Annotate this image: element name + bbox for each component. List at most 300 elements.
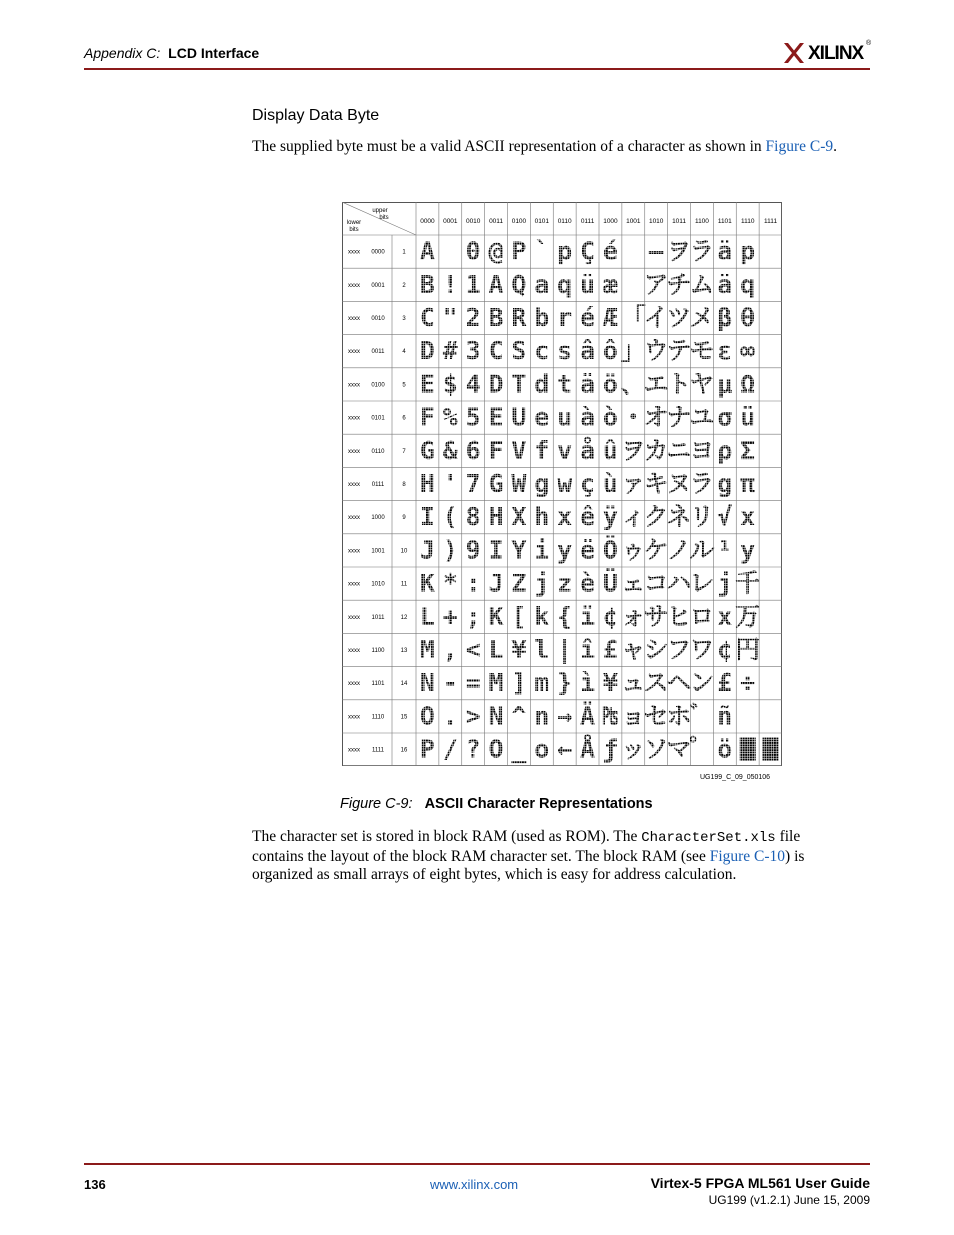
glyph-char: ö — [602, 369, 618, 399]
caption-title: ASCII Character Representations — [424, 796, 653, 812]
glyph-char: ! — [442, 269, 458, 299]
glyph-char: P — [419, 734, 435, 764]
row-number-label: 1 — [402, 249, 406, 256]
glyph-char: ル — [689, 535, 715, 565]
intro-paragraph — [252, 138, 842, 156]
figure-id: UG199_C_09_050106 — [700, 774, 771, 781]
glyph-char: ヘ — [666, 668, 692, 698]
row-number-label: 7 — [402, 448, 406, 455]
intro-end: . — [833, 138, 837, 155]
glyph-char: ニ — [666, 435, 692, 465]
page-number: 136 — [84, 1177, 106, 1192]
glyph-char: $ — [442, 369, 458, 399]
glyph-char: ロ — [689, 601, 715, 631]
lower-bits-label: 0011 — [371, 349, 385, 356]
upper-bits-label: 1101 — [717, 218, 732, 225]
glyph-char: Q — [511, 269, 527, 299]
row-number-label: 15 — [400, 714, 408, 721]
glyph-char: U — [511, 402, 527, 432]
glyph-char: ¹ — [717, 535, 733, 565]
lower-bits-label: 1001 — [371, 548, 385, 555]
glyph-char: オ — [643, 402, 669, 432]
glyph-char: ン — [689, 668, 715, 698]
row-number-label: 16 — [400, 747, 408, 754]
glyph-char: キ — [643, 469, 669, 498]
glyph-char: O — [419, 701, 435, 731]
glyph-char: ] — [511, 668, 527, 698]
glyph-char: ∞ — [740, 336, 756, 366]
upper-bits-label: 0110 — [557, 218, 572, 225]
row-number-label: 5 — [402, 382, 406, 389]
intro-text: The supplied byte must be a valid ASCII representation of a character as shown in — [252, 138, 762, 155]
upper-bits-label: 1010 — [648, 218, 664, 225]
glyph-char: 、 — [620, 369, 646, 399]
glyph-char: | — [557, 635, 573, 664]
ascii-character-figure — [342, 202, 782, 766]
glyph-char: 2 — [465, 303, 481, 332]
glyph-char: ¥ — [511, 635, 527, 664]
lower-bits-label: 1111 — [371, 747, 385, 754]
glyph-char: ¢ — [717, 635, 733, 664]
glyph-char: Æ — [602, 303, 618, 332]
glyph-char: k — [534, 601, 550, 631]
row-prefix-label: xxxx — [348, 515, 360, 522]
upper-bits-label: 0000 — [420, 218, 435, 225]
glyph-char: ë — [580, 535, 596, 565]
row-prefix-label: xxxx — [348, 482, 360, 488]
row-number-label: 10 — [400, 548, 408, 555]
glyph-char: ü — [740, 402, 756, 432]
glyph-char: j — [534, 568, 550, 598]
glyph-char: z — [557, 568, 573, 598]
glyph-char: 6 — [465, 435, 481, 465]
upper-bits-label: 1111 — [764, 218, 778, 225]
glyph-char: l — [534, 635, 550, 664]
lower-bits-label: 1011 — [371, 614, 385, 621]
row-prefix-label: xxxx — [348, 415, 360, 422]
glyph-char: ¢ — [602, 601, 618, 631]
glyph-char: 」 — [620, 336, 646, 366]
glyph-char: ヲ — [620, 435, 646, 465]
glyph-char: v — [557, 435, 573, 465]
row-prefix-label: xxxx — [348, 349, 360, 356]
glyph-char: S — [511, 336, 527, 366]
glyph-char: ム — [689, 269, 715, 299]
glyph-char: ユ — [689, 402, 715, 432]
glyph-char: p — [740, 236, 756, 266]
glyph-char: ヨ — [689, 435, 715, 465]
row-number-label: 9 — [402, 515, 406, 522]
glyph-char: チ — [666, 269, 692, 299]
glyph-char: + — [442, 601, 458, 631]
glyph-char: M — [419, 635, 435, 664]
glyph-char: θ — [740, 303, 756, 332]
glyph-char: ç — [580, 469, 596, 498]
logo-wordmark: XILINX — [808, 43, 864, 64]
glyph-char: ゥ — [620, 535, 646, 565]
glyph-char: Ω — [740, 369, 756, 399]
glyph-char: ク — [643, 502, 669, 532]
glyph-char: £ — [602, 635, 618, 664]
glyph-char: ü — [580, 269, 596, 299]
glyph-char: è — [580, 568, 596, 598]
glyph-char: ノ — [666, 535, 692, 565]
lower-bits-label: 1110 — [371, 714, 385, 721]
glyph-char: マ — [666, 734, 692, 764]
upper-bits-label: 0011 — [489, 218, 504, 225]
glyph-char: é — [580, 303, 596, 332]
lower-bits-label: 1100 — [371, 648, 385, 654]
glyph-char: メ — [689, 303, 715, 332]
glyph-char: → — [557, 701, 573, 731]
upper-bits-label: 1110 — [740, 218, 755, 225]
document-id: UG199 (v1.2.1) June 15, 2009 — [708, 1193, 870, 1207]
footer-rule — [84, 1163, 870, 1165]
glyph-char: ヤ — [689, 369, 715, 399]
lower-bits-label: 1000 — [371, 515, 385, 522]
glyph-char: N — [488, 701, 504, 731]
glyph-char: ƒ — [602, 734, 618, 764]
glyph-char: σ — [717, 402, 733, 432]
glyph-char: G — [488, 469, 504, 498]
glyph-char: s — [557, 336, 573, 366]
row-prefix-label: xxxx — [348, 614, 360, 621]
glyph-char: h — [534, 502, 550, 532]
glyph-char: 0 — [465, 236, 481, 266]
upper-bits-label: 1001 — [626, 218, 641, 225]
glyph-char: ï — [580, 601, 596, 631]
glyph-char: , — [442, 635, 458, 664]
glyph-char: £ — [717, 668, 733, 698]
row-prefix-label: xxxx — [348, 249, 360, 256]
glyph-char: > — [465, 701, 481, 731]
glyph-char: & — [442, 435, 458, 465]
glyph-char: ヒ — [666, 601, 692, 631]
glyph-char: T — [511, 369, 527, 399]
glyph-char: 千 — [735, 568, 761, 598]
glyph-char: Å — [580, 734, 596, 764]
glyph-char: M — [488, 668, 504, 698]
glyph-char: à — [580, 402, 596, 432]
upper-bits-label: 0111 — [580, 218, 595, 225]
glyph-char: ù — [602, 469, 618, 498]
glyph-char: サ — [643, 601, 669, 631]
glyph-char: G — [419, 435, 435, 465]
row-number-label: 3 — [402, 316, 406, 322]
glyph-char: ゛ — [689, 701, 715, 731]
glyph-char: e — [534, 402, 550, 432]
upper-bits-label: 1011 — [672, 218, 687, 225]
glyph-char: y — [557, 535, 573, 565]
glyph-char: < — [465, 635, 481, 664]
glyph-char: 9 — [465, 535, 481, 565]
glyph-char: J — [419, 535, 435, 565]
lower-bits-label: 0111 — [371, 482, 385, 488]
glyph-char: ソ — [643, 734, 669, 764]
glyph-char: ワ — [689, 635, 715, 664]
body-text-a: The character set is stored in block RAM (used as ROM). The — [252, 828, 638, 845]
row-prefix-label: xxxx — [348, 448, 360, 455]
glyph-char: j — [717, 568, 733, 598]
glyph-char: Ü — [602, 568, 618, 598]
upper-bits-label: 0100 — [511, 218, 527, 225]
glyph-char: ò — [602, 402, 618, 432]
glyph-char: カ — [643, 435, 669, 465]
row-number-label: 6 — [402, 415, 406, 422]
glyph-char: D — [419, 336, 435, 366]
glyph-char: w — [557, 469, 573, 498]
glyph-char: セ — [643, 701, 669, 731]
row-number-label: 4 — [402, 349, 406, 356]
lower-bits-label: 1010 — [371, 581, 385, 588]
glyph-char: [ — [511, 601, 527, 631]
glyph-char: ・ — [620, 402, 646, 432]
glyph-char: î — [580, 635, 596, 664]
glyph-char: ケ — [643, 535, 669, 565]
glyph-char: ä — [580, 369, 596, 399]
glyph-char: L — [419, 601, 435, 631]
glyph-char: ャ — [620, 635, 646, 664]
glyph-char: π — [740, 469, 756, 498]
glyph-char: √ — [717, 502, 733, 532]
glyph-char: û — [602, 435, 618, 465]
glyph-char: " — [442, 303, 458, 332]
glyph-char: x — [740, 502, 756, 532]
glyph-char: A — [419, 236, 435, 266]
glyph-char: ₧ — [602, 701, 618, 731]
body-text-b: file contains the layout of the block RAM character set. The block RAM (see — [252, 828, 801, 865]
glyph-char: ä — [717, 269, 733, 299]
glyph-char: L — [488, 635, 504, 664]
upper-bits-label: 0001 — [443, 218, 458, 225]
glyph-char: ョ — [620, 701, 646, 731]
glyph-char: i — [534, 535, 550, 565]
upper-bits-label: 1100 — [694, 218, 709, 225]
body-paragraph — [252, 828, 852, 885]
upper-bits-label: 1000 — [603, 218, 618, 225]
glyph-char: ; — [465, 601, 481, 631]
row-prefix-label: xxxx — [348, 747, 360, 754]
glyph-char: F — [488, 435, 504, 465]
glyph-char: ヲ — [666, 236, 692, 266]
glyph-char: ← — [557, 734, 573, 764]
glyph-char: J — [488, 568, 504, 598]
glyph-char: C — [488, 336, 504, 366]
glyph-char: ト — [666, 369, 692, 399]
glyph-char: ッ — [620, 734, 646, 764]
glyph-char: E — [419, 369, 435, 399]
glyph-char: d — [534, 369, 550, 399]
glyph-char: 3 — [465, 336, 481, 366]
row-prefix-label: xxxx — [348, 581, 360, 588]
glyph-char: ( — [442, 502, 458, 532]
glyph-char: _ — [511, 734, 527, 764]
glyph-char: F — [419, 402, 435, 432]
glyph-char: } — [557, 668, 573, 698]
glyph-char: ォ — [620, 601, 646, 631]
row-number-label: 11 — [400, 581, 408, 588]
glyph-char: ウ — [643, 336, 669, 366]
corner-upper-label: upper — [372, 208, 388, 214]
glyph-char: ハ — [666, 568, 692, 598]
glyph-char: K — [488, 601, 504, 631]
row-number-label: 12 — [400, 614, 408, 621]
glyph-char: Ö — [602, 535, 618, 565]
glyph-char: m — [534, 668, 550, 698]
row-number-label: 14 — [400, 681, 408, 688]
glyph-char: ェ — [620, 568, 646, 598]
xilinx-mark-icon — [782, 41, 806, 65]
glyph-char: リ — [689, 502, 715, 532]
glyph-char: { — [557, 601, 573, 631]
row-prefix-label: xxxx — [348, 648, 360, 654]
glyph-char: ρ — [717, 435, 733, 465]
xilinx-logo — [782, 38, 872, 68]
glyph-char: / — [442, 734, 458, 764]
glyph-char: D — [488, 369, 504, 399]
xilinx-url-link[interactable]: www.xilinx.com — [430, 1177, 519, 1192]
glyph-char: Ç — [580, 236, 596, 266]
glyph-char: 7 — [465, 469, 481, 498]
glyph-char: ÿ — [602, 502, 618, 532]
running-header — [84, 45, 259, 61]
glyph-char: I — [419, 502, 435, 532]
glyph-char: H — [419, 469, 435, 498]
glyph-char: ホ — [666, 701, 692, 731]
glyph-char: o — [534, 734, 550, 764]
row-prefix-label: xxxx — [348, 382, 360, 389]
glyph-char: å — [580, 435, 596, 465]
glyph-char: ィ — [620, 502, 646, 532]
glyph-char: ì — [580, 668, 596, 698]
figure-c10-link[interactable]: Figure C-10 — [709, 847, 786, 865]
glyph-char: Z — [511, 568, 527, 598]
glyph-char: フ — [666, 635, 692, 664]
corner-upper-bits-label: bits — [379, 215, 389, 221]
glyph-char: ツ — [666, 303, 692, 332]
glyph-char: ナ — [666, 402, 692, 432]
glyph-char: ` — [534, 236, 550, 266]
glyph-char: H — [488, 502, 504, 532]
row-prefix-label: xxxx — [348, 681, 360, 688]
glyph-char: ε — [717, 336, 733, 366]
glyph-char: 「 — [620, 303, 646, 332]
glyph-char: n — [534, 701, 550, 731]
glyph-char: ¥ — [602, 668, 618, 698]
glyph-char: ネ — [666, 502, 692, 532]
glyph-char: @ — [488, 236, 504, 266]
glyph-char: ア — [643, 269, 669, 299]
glyph-char: ? — [465, 734, 481, 764]
row-number-label: 2 — [402, 282, 406, 289]
glyph-char: X — [511, 502, 527, 532]
glyph-char: シ — [643, 635, 669, 664]
corner-lower-bits-label: bits — [349, 227, 359, 233]
row-prefix-label: xxxx — [348, 282, 360, 289]
glyph-char: B — [419, 269, 435, 299]
glyph-char: ヌ — [666, 469, 692, 498]
glyph-char: x — [717, 601, 733, 631]
glyph-char: q — [557, 269, 573, 299]
section-title: Display Data Byte — [252, 107, 380, 124]
glyph-char: g — [717, 469, 733, 498]
lower-bits-label: 0010 — [371, 316, 385, 322]
glyph-char: p — [557, 236, 573, 266]
glyph-char: — — [648, 236, 664, 266]
upper-bits-label: 0101 — [534, 218, 550, 225]
glyph-char: ö — [717, 734, 733, 764]
glyph-char: I — [488, 535, 504, 565]
glyph-char: コ — [643, 568, 669, 598]
glyph-char: ñ — [717, 701, 733, 731]
glyph-char: ラ — [689, 236, 715, 266]
upper-bits-label: 0010 — [465, 218, 481, 225]
glyph-char: W — [511, 469, 527, 498]
glyph-char: é — [602, 236, 618, 266]
glyph-char: r — [557, 303, 573, 332]
appendix-label: Appendix C: — [84, 45, 161, 61]
row-prefix-label: xxxx — [348, 316, 360, 322]
glyph-char: V — [511, 435, 527, 465]
glyph-char: = — [465, 668, 481, 698]
glyph-char: % — [442, 402, 458, 432]
glyph-char: O — [488, 734, 504, 764]
glyph-char: エ — [643, 369, 669, 399]
row-prefix-label: xxxx — [348, 714, 360, 721]
glyph-char: ô — [602, 336, 618, 366]
glyph-char: æ — [602, 269, 618, 299]
glyph-char: 4 — [465, 369, 481, 399]
glyph-char: ラ — [689, 469, 715, 498]
glyph-char: 円 — [735, 635, 761, 664]
glyph-char: A — [488, 269, 504, 299]
glyph-char: x — [557, 502, 573, 532]
corner-lower-label: lower — [346, 220, 362, 226]
row-prefix-label: xxxx — [348, 548, 360, 555]
chapter-title: LCD Interface — [168, 45, 260, 61]
glyph-char: レ — [689, 568, 715, 598]
row-number-label: 13 — [400, 648, 408, 654]
glyph-char: - — [442, 668, 458, 698]
registered-mark: ® — [866, 40, 872, 47]
glyph-char: . — [442, 701, 458, 731]
glyph-char: 5 — [465, 402, 481, 432]
glyph-char: : — [465, 568, 481, 598]
glyph-char: ' — [442, 469, 458, 498]
row-number-label: 8 — [402, 482, 406, 488]
glyph-char: R — [511, 303, 527, 332]
figure-c9-link[interactable]: Figure C-9 — [765, 138, 834, 155]
glyph-block — [740, 738, 756, 761]
glyph-char: ÷ — [740, 668, 756, 698]
glyph-char: Y — [511, 535, 527, 565]
glyph-char: ê — [580, 502, 596, 532]
glyph-char: 8 — [465, 502, 481, 532]
glyph-char: モ — [689, 336, 715, 366]
glyph-char: b — [534, 303, 550, 332]
glyph-char: E — [488, 402, 504, 432]
body-text-c: ) is organized as small arrays of eight bytes, which is easy for address calculation. — [252, 847, 805, 883]
figure-caption — [340, 796, 800, 812]
filename-code: CharacterSet.xls — [641, 830, 776, 846]
glyph-char: 1 — [465, 269, 481, 299]
glyph-char: ァ — [620, 469, 646, 498]
lower-bits-label: 0101 — [371, 415, 385, 422]
glyph-char: N — [419, 668, 435, 698]
glyph-char: Σ — [740, 435, 756, 465]
caption-number: Figure C-9: — [340, 796, 413, 812]
glyph-char: * — [442, 568, 458, 598]
